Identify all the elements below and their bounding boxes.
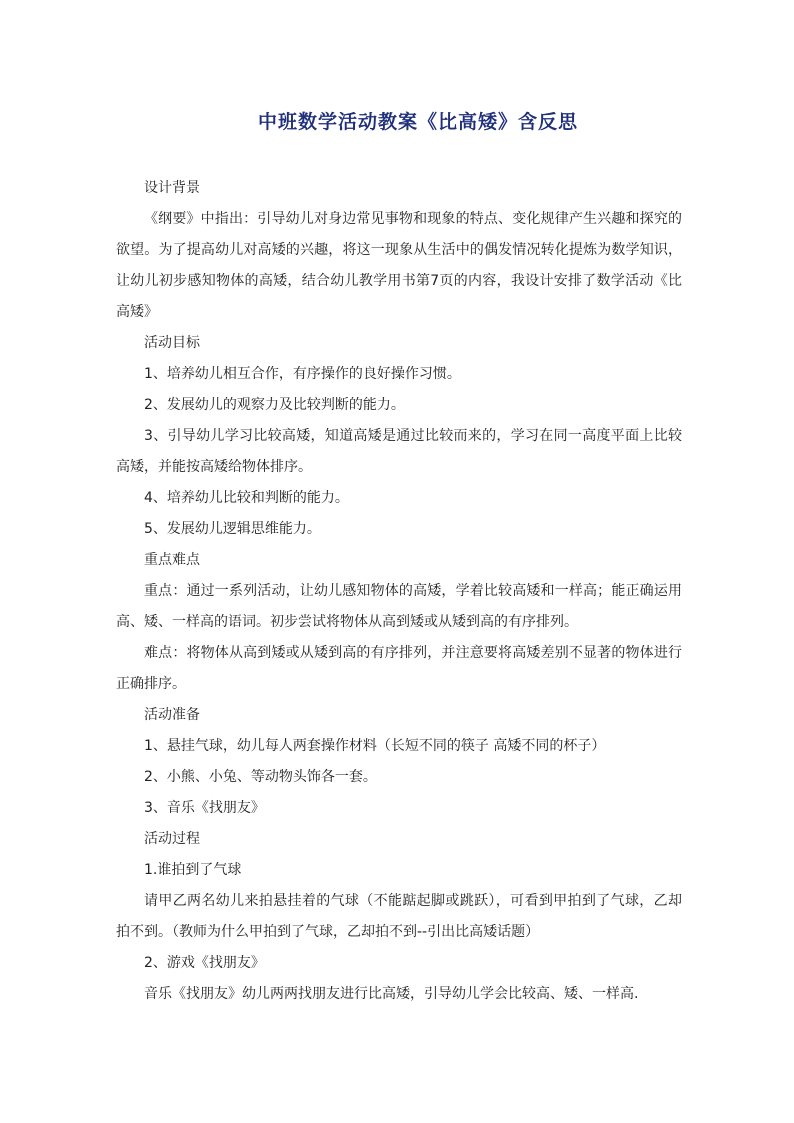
heading-preparation: 活动准备 [144, 707, 200, 723]
goal-item-2: 2、发展幼儿的观察力及比较判断的能力。 [144, 397, 405, 413]
goal-item-1: 1、培养幼儿相互合作，有序操作的良好操作习惯。 [144, 366, 461, 382]
paragraph-key-point: 重点：通过一系列活动，让幼儿感知物体的高矮，学着比较高矮和一样高；能正确运用高、矮、一样高的语词。初步尝试将物体从高到矮或从矮到高的有序排列。 [116, 583, 682, 630]
goal-item-3: 3、引导幼儿学习比较高矮，知道高矮是通过比较而来的，学习在同一高度平面上比较高矮，并能按高矮给物体排序。 [116, 428, 682, 475]
heading-design-background: 设计背景 [144, 180, 200, 196]
preparation-item-1: 1、悬挂气球，幼儿每人两套操作材料（长短不同的筷子 高矮不同的杯子） [144, 738, 606, 754]
paragraph-difficulty: 难点：将物体从高到矮或从矮到高的有序排列，并注意要将高矮差别不显著的物体进行正确排序。 [116, 645, 682, 692]
heading-key-points: 重点难点 [144, 552, 200, 568]
heading-activity-goals: 活动目标 [144, 335, 200, 351]
process-step-2-text: 音乐《找朋友》幼儿两两找朋友进行比高矮，引导幼儿学会比较高、矮、一样高. [144, 986, 639, 1002]
document-body [116, 173, 682, 1010]
process-step-1-title: 1.谁拍到了气球 [144, 862, 242, 878]
process-step-1-text: 请甲乙两名幼儿来拍悬挂着的气球（不能踮起脚或跳跃），可看到甲拍到了气球，乙却拍不到。（教师为什么甲拍到了气球，乙却拍不到--引出比高矮话题） [116, 893, 682, 940]
heading-process: 活动过程 [144, 831, 200, 847]
goal-item-4: 4、培养幼儿比较和判断的能力。 [144, 490, 349, 506]
process-step-2-title: 2、游戏《找朋友》 [144, 955, 265, 971]
preparation-item-2: 2、小熊、小兔、等动物头饰各一套。 [144, 769, 377, 785]
preparation-item-3: 3、音乐《找朋友》 [144, 800, 265, 816]
document-title: 中班数学活动教案《比高矮》含反思 [257, 111, 578, 133]
paragraph-background: 《纲要》中指出：引导幼儿对身边常见事物和现象的特点、变化规律产生兴趣和探究的欲望。为了提高幼儿对高矮的兴趣，将这一现象从生活中的偶发情况转化提炼为数学知识，让幼儿初步感知物体的高矮，结合幼儿教学用书第7页的内容，我设计安排了数学活动《比高矮》 [116, 211, 682, 320]
goal-item-5: 5、发展幼儿逻辑思维能力。 [144, 521, 321, 537]
